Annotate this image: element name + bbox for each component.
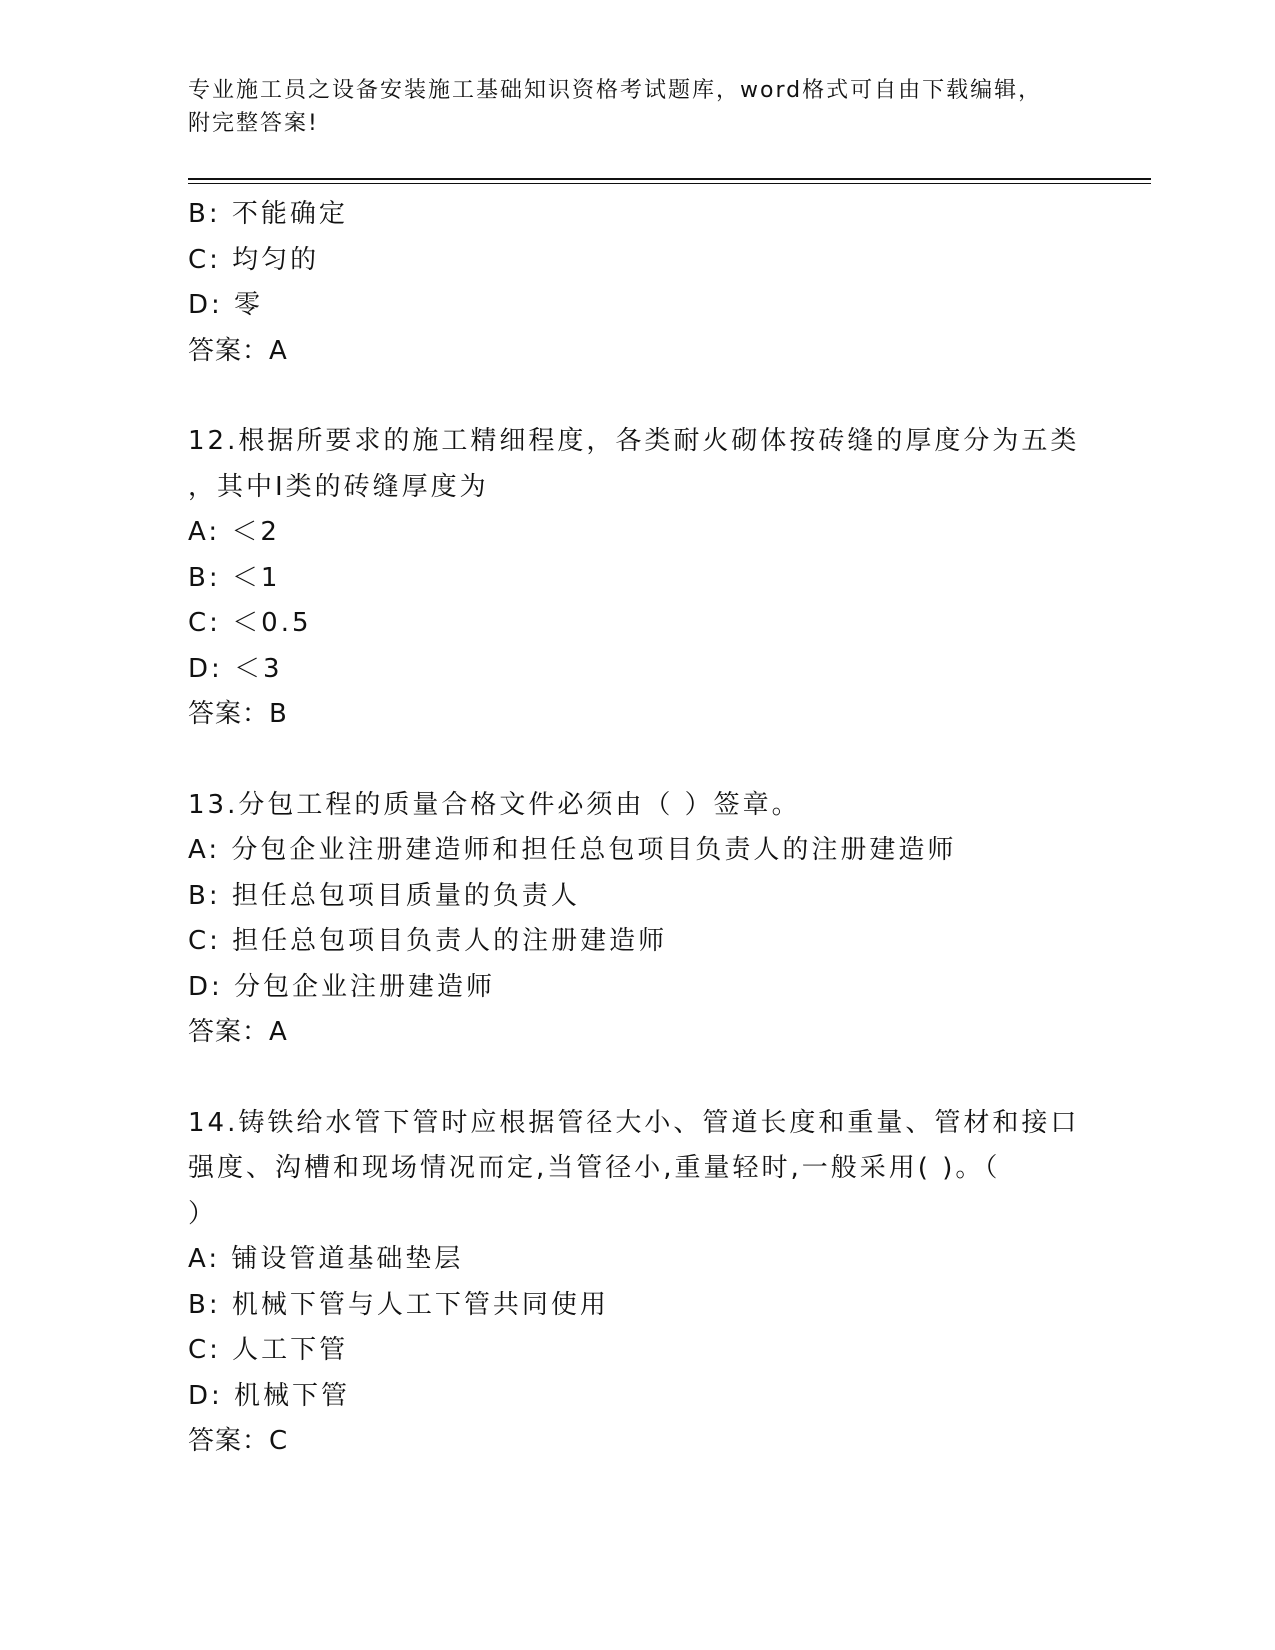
option-d: D: 机械下管 (188, 1380, 351, 1411)
question-11-continued (188, 192, 1088, 374)
option-d: D: ＜3 (188, 653, 283, 684)
option-b: B: 机械下管与人工下管共同使用 (188, 1289, 609, 1320)
question-13 (188, 783, 1088, 1056)
answer: 答案：A (188, 1017, 288, 1047)
question-text-line: 13.分包工程的质量合格文件必须由（ ）签章。 (188, 789, 801, 820)
question-text-line: 强度、沟槽和现场情况而定,当管径小,重量轻时,一般采用( )。（ (188, 1153, 1001, 1183)
question-text-line: ） (188, 1198, 218, 1229)
question-text-line: ，其中Ⅰ类的砖缝厚度为 (188, 471, 489, 502)
option-b: B: 不能确定 (188, 199, 348, 229)
option-d: D: 分包企业注册建造师 (188, 971, 496, 1002)
option-b: B: ＜1 (188, 562, 281, 593)
question-14 (188, 1101, 1088, 1465)
option-c: C: ＜0.5 (188, 608, 312, 638)
option-a: A: 分包企业注册建造师和担任总包项目负责人的注册建造师 (188, 835, 957, 865)
answer: 答案：A (188, 335, 288, 366)
header-line-2: 附完整答案! (188, 111, 319, 136)
option-c: C: 担任总包项目负责人的注册建造师 (188, 926, 668, 956)
question-text-line: 12.根据所要求的施工精细程度，各类耐火砌体按砖缝的厚度分为五类 (188, 426, 1080, 456)
question-list (188, 192, 1088, 1465)
option-b: B: 担任总包项目质量的负责人 (188, 880, 580, 911)
document-header (188, 74, 1088, 140)
question-12 (188, 419, 1088, 738)
option-a: A: ＜2 (188, 517, 280, 547)
header-divider-thick (188, 178, 1151, 180)
answer: 答案：B (188, 699, 288, 729)
header-line-1: 专业施工员之设备安装施工基础知识资格考试题库，word格式可自由下载编辑， (188, 78, 1043, 103)
question-text-line: 14.铸铁给水管下管时应根据管径大小、管道长度和重量、管材和接口 (188, 1107, 1080, 1138)
option-c: C: 均匀的 (188, 244, 320, 275)
answer: 答案：C (188, 1426, 289, 1456)
option-a: A: 铺设管道基础垫层 (188, 1244, 464, 1274)
option-d: D: 零 (188, 290, 264, 320)
header-divider-thin (188, 183, 1151, 184)
option-c: C: 人工下管 (188, 1335, 349, 1365)
